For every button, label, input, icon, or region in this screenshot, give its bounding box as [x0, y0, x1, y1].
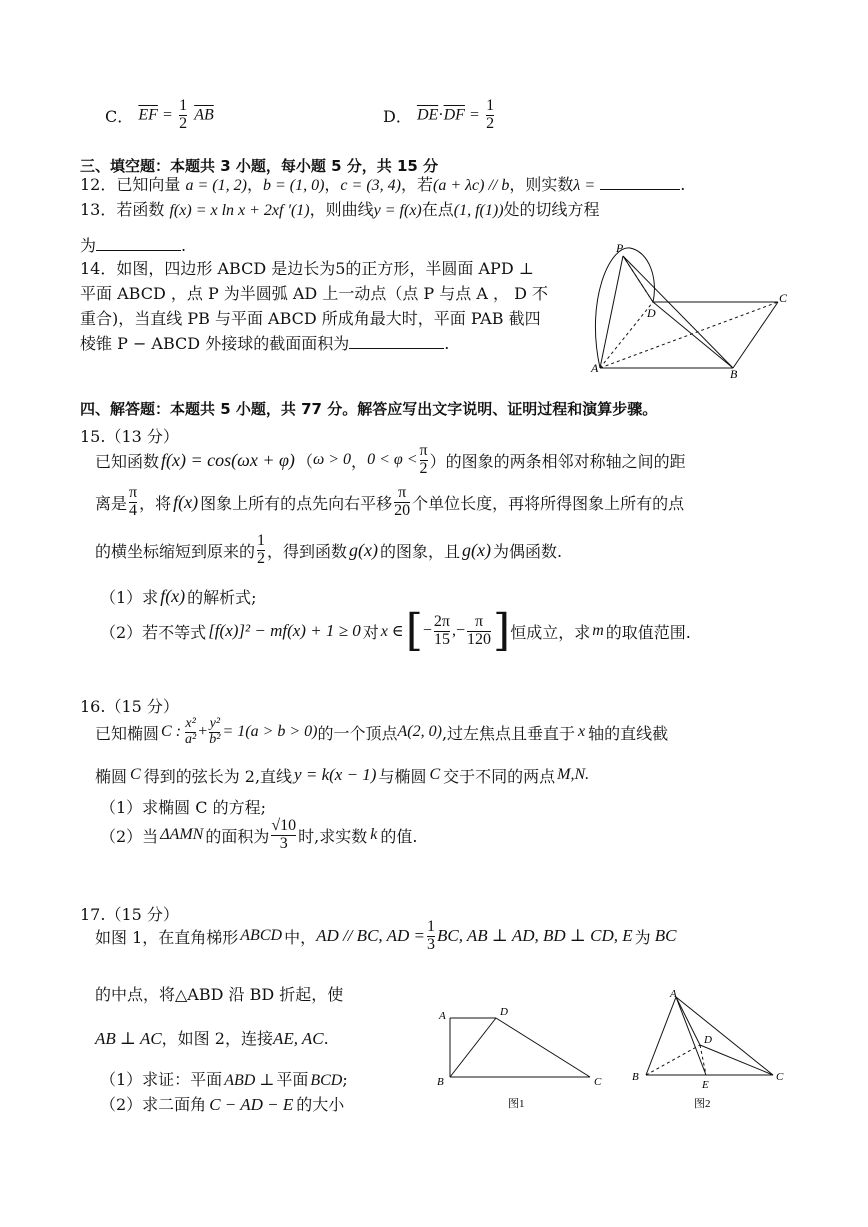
fig2-label-a: A: [670, 988, 677, 1000]
question-13: 13．若函数 f(x) = x ln x + 2xf ′(1)，则曲线y = f(x)在点(1, f(1))处的切线方程: [80, 200, 600, 219]
question-17-number: 17.（15 分）: [80, 905, 179, 924]
question-17-line3: AB ⊥ AC，如图 2，连接AE, AC.: [95, 1029, 329, 1048]
fig14-label-a: A: [591, 361, 599, 375]
fig14-label-p: P: [616, 241, 624, 255]
question-16-line1: 已知椭圆 C : $\frac{\text{x²}}{\text{a²}}$ + $\frac{\text{y²}}{\text{b²}}$ = 1(a > b > 0) 的一个顶点 A(2, 0) ,过左焦点且垂直于 x 轴的直线截: [95, 715, 669, 747]
option-c-rhs: $\overline{AB}$: [194, 106, 214, 124]
figure-14: [590, 240, 790, 380]
question-15-line3: 的横坐标缩短到原来的 $\frac{1}{2}$ ，得到函数 g(x) 的图象，且 g(x) 为偶函数.: [95, 531, 563, 567]
section-3-heading: 三、填空题：本题共 3 小题，每小题 5 分，共 15 分: [80, 157, 439, 175]
fig1-label-a: A: [439, 1010, 446, 1022]
fig1-label-d: D: [500, 1006, 508, 1018]
question-15-number: 15.（13 分）: [80, 427, 179, 446]
fig2-caption: 图2: [694, 1098, 711, 1110]
option-c-fraction: $\frac{1}{2}$: [179, 97, 188, 132]
option-c: C． $\overline{EF}$ = $\frac{1}{2}$ $\overline{AB}$: [105, 97, 214, 132]
figure-17-2: [628, 985, 793, 1113]
question-17-line2: 的中点，将△ABD 沿 BD 折起，使: [95, 985, 344, 1004]
fig14-label-d: D: [647, 306, 656, 320]
figure-17-1: [432, 1002, 612, 1112]
fig2-label-c: C: [776, 1071, 784, 1083]
fig14-label-c: C: [779, 291, 788, 305]
question-17-part1: （1）求证：平面 ABD ⊥ 平面 BCD;: [100, 1070, 348, 1089]
question-17-part2: （2）求二面角 C − AD − E 的大小: [100, 1095, 345, 1114]
question-17-line1: 如图 1，在直角梯形 ABCD 中， AD // BC, AD = $\frac{1}{3}$ BC, AB ⊥ AD, BD ⊥ CD, E 为 BC: [95, 917, 677, 953]
fig2-label-d: D: [704, 1034, 712, 1046]
fig14-label-b: B: [730, 367, 738, 380]
question-14: 14．如图，四边形 ABCD 是边长为5的正方形，半圆面 APD ⊥ 平面 ABCD ，点 P 为半圆弧 AD 上一动点（点 P 与点 A ， D 不 重合)，当直线 PB 与平面 ABCD 所成角最大时，平面 PAB 截四 棱锥 P − ABCD 外接球的截面面积为 .: [80, 259, 549, 353]
option-c-label: C．: [105, 106, 134, 126]
question-13-line2: 为 .: [80, 236, 187, 255]
fig1-caption: 图1: [508, 1098, 525, 1110]
question-15-part1: （1）求 f(x) 的解析式;: [100, 585, 257, 607]
question-15-part2: （2）若不等式 [f(x)]² − mf(x) + 1 ≥ 0 对 x ∈ [ − $\frac{2\pi}{15}$ , − $\frac{\pi}{120}$ ] 恒成立，求 m 的取值范围.: [100, 605, 691, 656]
answer-blank-13[interactable]: [96, 250, 181, 251]
option-c-lhs: $\overline{EF}$: [138, 106, 158, 124]
question-15-line2: 离是 $\frac{\pi}{4}$ ，将 f(x) 图象上所有的点先向右平移 $\frac{\pi}{20}$ 个单位长度，再将所得图象上所有的点: [95, 483, 685, 519]
fig2-label-e: E: [702, 1079, 709, 1091]
option-d: D． $\overline{DE}\cdot\overline{DF}$ = $\frac{1}{2}$: [383, 97, 495, 132]
question-16-line2: 椭圆 C 得到的弦长为 2,直线 y = k(x − 1) 与椭圆 C 交于不同的两点 M,N.: [95, 765, 590, 786]
section-4-heading: 四、解答题：本题共 5 小题，共 77 分。解答应写出文字说明、证明过程和演算步骤。: [80, 400, 658, 418]
answer-blank-14[interactable]: [349, 348, 444, 349]
question-15-line1: 已知函数 f(x) = cos(ωx + φ) （ ω > 0 ， 0 < φ < $\frac{\pi}{2}$ ）的图象的两条相邻对称轴之间的距: [95, 441, 686, 477]
fig2-label-b: B: [632, 1071, 639, 1083]
question-12: 12．已知向量 a = (1, 2)，b = (1, 0)，c = (3, 4)，若(a + λc) // b，则实数λ = .: [80, 175, 686, 194]
option-d-fraction: $\frac{1}{2}$: [486, 97, 495, 132]
question-16-part1: （1）求椭圆 C 的方程;: [100, 798, 266, 817]
fig1-label-b: B: [437, 1076, 444, 1088]
question-16-part2: （2）当 ΔAMN 的面积为 $\frac{√10}{3}$ 时,求实数 k 的值.: [100, 816, 418, 852]
question-16-number: 16.（15 分）: [80, 697, 179, 716]
option-d-label: D．: [383, 106, 412, 126]
answer-blank-12[interactable]: [600, 189, 680, 190]
fig1-label-c: C: [594, 1076, 602, 1088]
